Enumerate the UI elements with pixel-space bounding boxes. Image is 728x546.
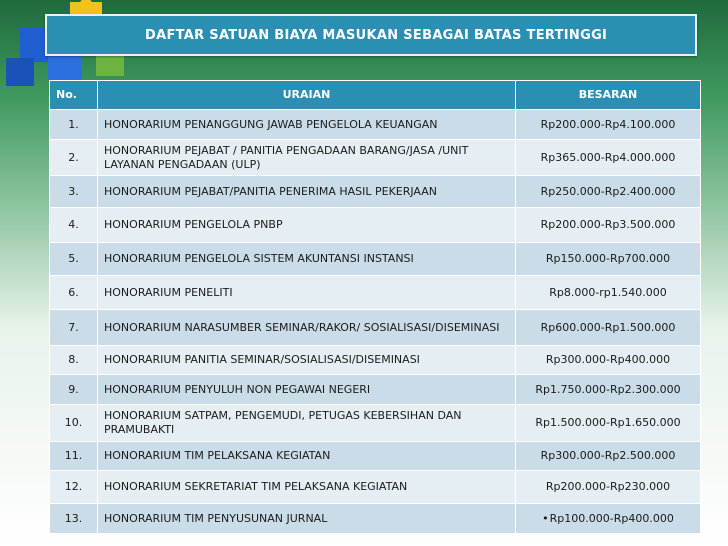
row-description: HONORARIUM PANITIA SEMINAR/SOSIALISASI/DISEMINASI [98, 346, 516, 375]
row-number: 3. [50, 176, 98, 208]
row-description: HONORARIUM SATPAM, PENGEMUDI, PETUGAS KEBERSIHAN DAN PRAMUBAKTI [98, 405, 516, 442]
row-description: HONORARIUM SEKRETARIAT TIM PELAKSANA KEGIATAN [98, 471, 516, 504]
row-amount: Rp1.500.000-Rp1.650.000 [516, 405, 701, 442]
table-row [50, 471, 701, 504]
row-amount: Rp200.000-Rp3.500.000 [516, 208, 701, 243]
row-number: 6. [50, 276, 98, 310]
row-description: HONORARIUM NARASUMBER SEMINAR/RAKOR/ SOSIALISASI/DISEMINASI [98, 310, 516, 346]
row-amount [516, 504, 701, 534]
row-number: 1. [50, 110, 98, 140]
table-row [50, 405, 701, 442]
row-amount: Rp300.000-Rp2.500.000 [516, 442, 701, 471]
row-number: 7. [50, 310, 98, 346]
row-number: 8. [50, 346, 98, 375]
row-description: HONORARIUM PENGELOLA PNBP [98, 208, 516, 243]
row-description: HONORARIUM PEJABAT / PANITIA PENGADAAN BARANG/JASA /UNIT LAYANAN PENGADAAN (ULP) [98, 140, 516, 176]
row-number: 2. [50, 140, 98, 176]
row-number: 9. [50, 375, 98, 405]
row-number: 10. [50, 405, 98, 442]
table-header-row [50, 81, 701, 110]
bullet-icon: • [542, 511, 549, 525]
row-number: 4. [50, 208, 98, 243]
table-row [50, 504, 701, 534]
table-row [50, 243, 701, 276]
table-row [50, 110, 701, 140]
row-number: 12. [50, 471, 98, 504]
row-description: HONORARIUM TIM PELAKSANA KEGIATAN [98, 442, 516, 471]
row-amount: Rp8.000-rp1.540.000 [516, 276, 701, 310]
table-row [50, 176, 701, 208]
row-amount: Rp250.000-Rp2.400.000 [516, 176, 701, 208]
header-besaran: BESARAN [516, 81, 701, 110]
row-amount: Rp365.000-Rp4.000.000 [516, 140, 701, 176]
cost-standards-table [49, 80, 701, 534]
header-uraian: URAIAN [98, 81, 516, 110]
row-number: 13. [50, 504, 98, 534]
table-row [50, 346, 701, 375]
table-row [50, 310, 701, 346]
row-amount: Rp300.000-Rp400.000 [516, 346, 701, 375]
row-description: HONORARIUM PEJABAT/PANITIA PENERIMA HASIL PEKERJAAN [98, 176, 516, 208]
row-description: HONORARIUM PENELITI [98, 276, 516, 310]
row-description: HONORARIUM TIM PENYUSUNAN JURNAL [98, 504, 516, 534]
table-row [50, 276, 701, 310]
table-row [50, 208, 701, 243]
row-number: 5. [50, 243, 98, 276]
row-description: HONORARIUM PENYULUH NON PEGAWAI NEGERI [98, 375, 516, 405]
row-amount: Rp200.000-Rp4.100.000 [516, 110, 701, 140]
row-amount: Rp200.000-Rp230.000 [516, 471, 701, 504]
row-amount: Rp1.750.000-Rp2.300.000 [516, 375, 701, 405]
row-description: HONORARIUM PENGELOLA SISTEM AKUNTANSI INSTANSI [98, 243, 516, 276]
row-amount: Rp150.000-Rp700.000 [516, 243, 701, 276]
row-amount: Rp600.000-Rp1.500.000 [516, 310, 701, 346]
slide-title: DAFTAR SATUAN BIAYA MASUKAN SEBAGAI BATAS TERTINGGI [45, 14, 697, 56]
row-description: HONORARIUM PENANGGUNG JAWAB PENGELOLA KEUANGAN [98, 110, 516, 140]
row-number: 11. [50, 442, 98, 471]
table-row [50, 375, 701, 405]
table-row [50, 140, 701, 176]
row-amount-text: Rp100.000-Rp400.000 [549, 511, 674, 525]
header-no: No. [50, 81, 98, 110]
table-row [50, 442, 701, 471]
